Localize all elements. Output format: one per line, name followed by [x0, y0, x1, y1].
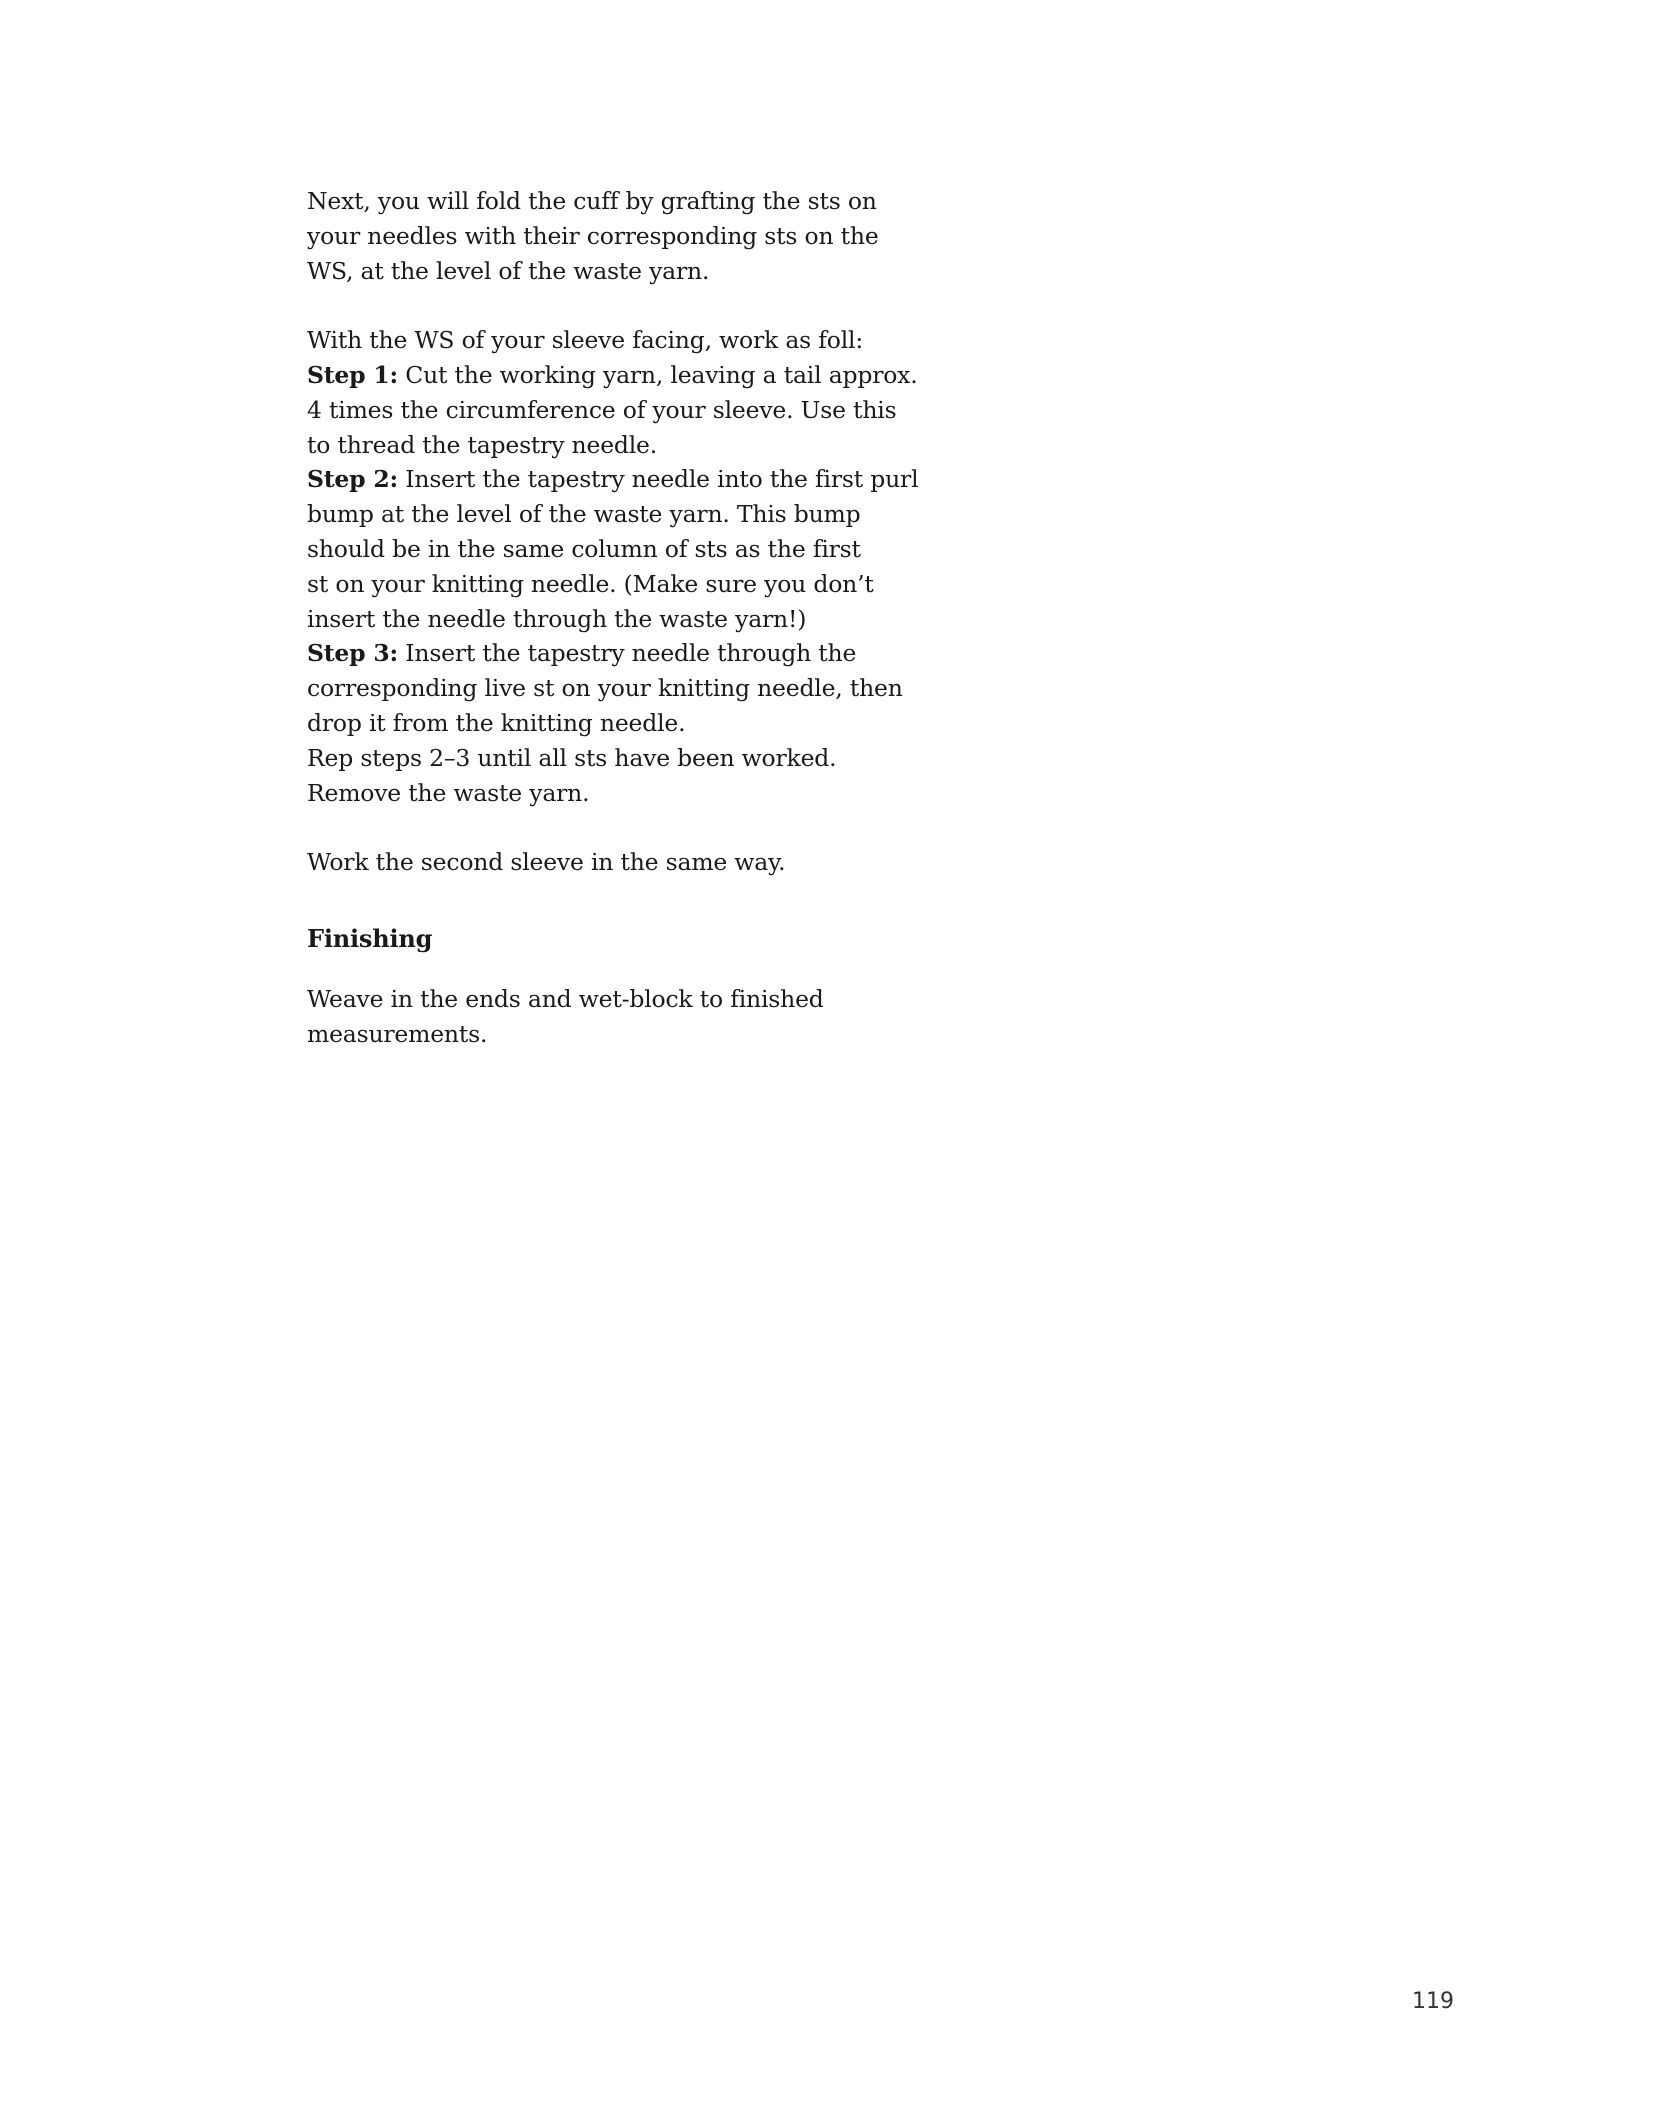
- step-2-label: Step 2:: [307, 465, 399, 494]
- text-line: st on your knitting needle. (Make sure you don’t: [307, 569, 874, 598]
- step-2-line: [307, 462, 919, 497]
- step-3-text: Insert the tapestry needle through the: [398, 639, 857, 668]
- text-line: Next, you will fold the cuff by grafting the sts on: [307, 187, 877, 215]
- text-line: drop it from the knitting needle.: [307, 708, 686, 737]
- page-number: 119: [1412, 1989, 1454, 2014]
- repeat-line: Remove the waste yarn.: [307, 778, 590, 807]
- text-line: to thread the tapestry needle.: [307, 430, 658, 459]
- repeat-line: Rep steps 2–3 until all sts have been worked.: [307, 743, 837, 772]
- text-line: WS, at the level of the waste yarn.: [307, 256, 710, 285]
- text-line: should be in the same column of sts as the first: [307, 534, 861, 563]
- instructions-intro-line: With the WS of your sleeve facing, work as foll:: [307, 326, 864, 355]
- second-sleeve-paragraph: [307, 845, 867, 880]
- step-3-line: [307, 636, 867, 671]
- instructions-paragraph: [307, 323, 919, 810]
- text-line: bump at the level of the waste yarn. This bump: [307, 500, 861, 529]
- text-line: Work the second sleeve in the same way.: [307, 848, 786, 877]
- finishing-heading: Finishing: [307, 923, 433, 953]
- text-line: Weave in the ends and wet-block to finished: [307, 984, 824, 1013]
- text-column: [307, 184, 919, 1086]
- step-3-label: Step 3:: [307, 639, 399, 668]
- text-line: 4 times the circumference of your sleeve. Use this: [307, 395, 897, 424]
- text-line: insert the needle through the waste yarn!): [307, 604, 807, 633]
- text-line: measurements.: [307, 1019, 488, 1048]
- finishing-paragraph: [307, 982, 867, 1052]
- step-2-text: Insert the tapestry needle into the first purl: [398, 465, 919, 494]
- step-1-label: Step 1:: [307, 360, 399, 389]
- text-line: your needles with their corresponding sts on the: [307, 221, 879, 250]
- text-line: corresponding live st on your knitting needle, then: [307, 674, 903, 703]
- intro-paragraph: [307, 184, 879, 288]
- step-1-text: Cut the working yarn, leaving a tail approx.: [398, 360, 918, 389]
- step-1-line: [307, 358, 918, 393]
